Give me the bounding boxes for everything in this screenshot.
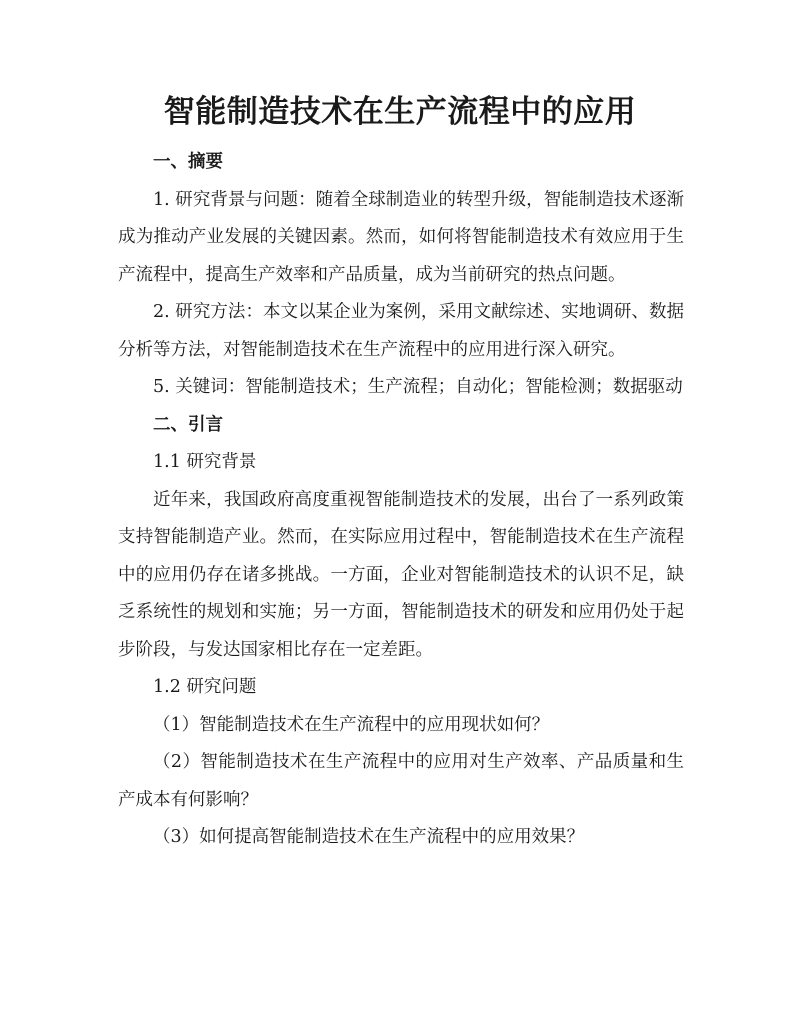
abstract-paragraph-background: 1. 研究背景与问题：随着全球制造业的转型升级，智能制造技术逐渐成为推动产业发展的关键因素。然而，如何将智能制造技术有效应用于生产流程中，提高生产效率和产品质量，成为当前研究的热点问题。 [118,189,684,285]
document-body [118,144,684,857]
section-heading-abstract: 一、摘要 [153,152,223,172]
abstract-paragraph-method: 2. 研究方法：本文以某企业为案例，采用文献综述、实地调研、数据分析等方法，对智能制造技术在生产流程中的应用进行深入研究。 [118,302,684,360]
subsection-title-background: 1.1 研究背景 [153,452,257,472]
section-heading-introduction: 二、引言 [153,414,223,435]
subsection-title-questions: 1.2 研究问题 [153,677,257,697]
research-question-1: （1）智能制造技术在生产流程中的应用现状如何？ [153,714,550,735]
document-title: 智能制造技术在生产流程中的应用 [163,94,637,130]
research-question-3: （3）如何提高智能制造技术在生产流程中的应用效果？ [153,827,585,847]
research-question-2: （2）智能制造技术在生产流程中的应用对生产效率、产品质量和生产成本有何影响？ [118,752,684,810]
introduction-paragraph-background: 近年来，我国政府高度重视智能制造技术的发展，出台了一系列政策支持智能制造产业。然而，在实际应用过程中，智能制造技术在生产流程中的应用仍存在诸多挑战。一方面，企业对智能制造技术的认识不足，缺乏系统性的规划和实施；另一方面，智能制造技术的研发和应用仍处于起步阶段，与发达国家相比存在一定差距。 [118,489,684,660]
abstract-paragraph-keywords: 5. 关键词：智能制造技术；生产流程；自动化；智能检测；数据驱动 [153,377,683,397]
